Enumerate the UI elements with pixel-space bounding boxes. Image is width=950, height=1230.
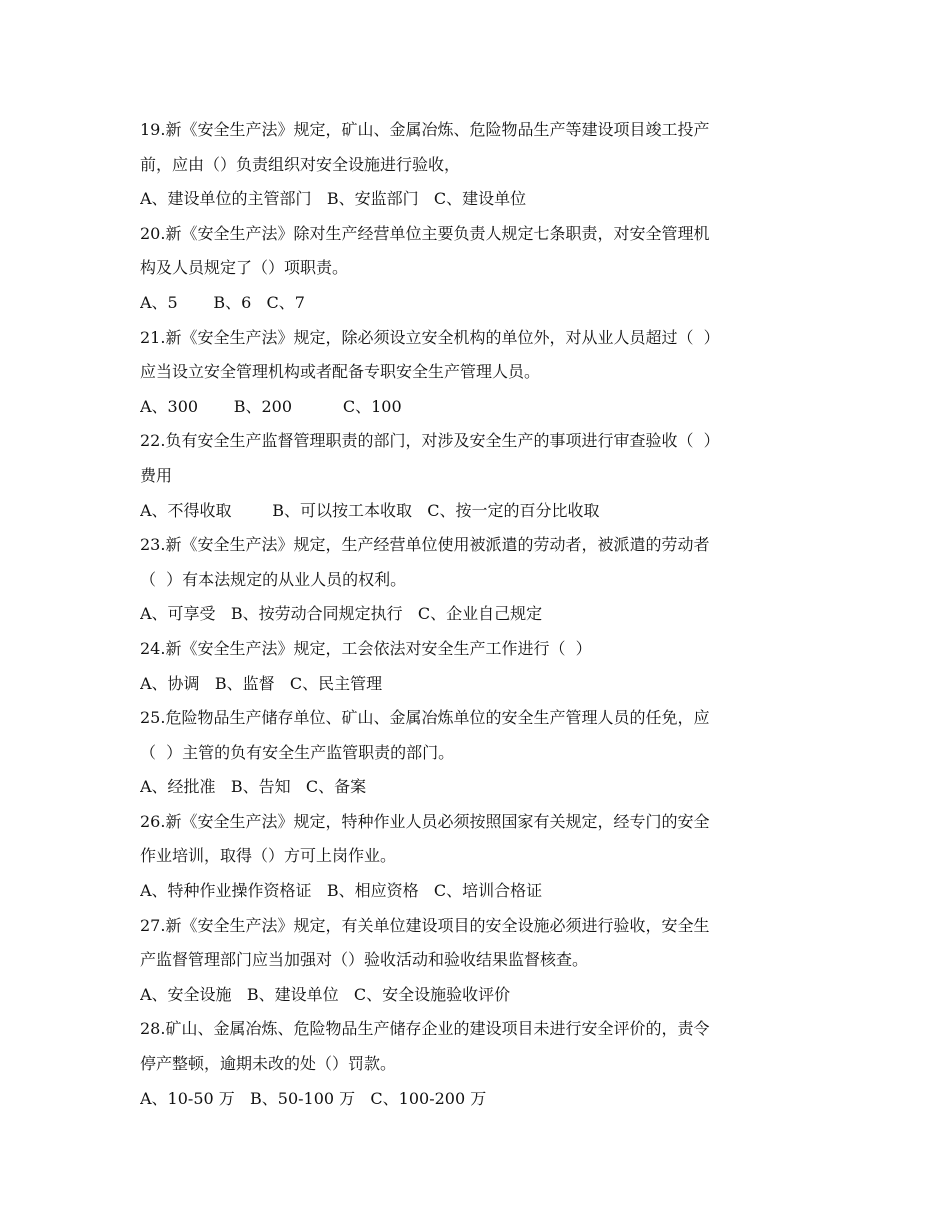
question-stem-line: （ ）有本法规定的从业人员的权利。 — [140, 569, 407, 589]
question-stem-line: 25.危险物品生产储存单位、矿山、金属冶炼单位的安全生产管理人员的任免，应 — [140, 708, 710, 728]
question-options: A、特种作业操作资格证 B、相应资格 C、培训合格证 — [140, 881, 543, 901]
question-22 — [140, 424, 820, 528]
question-21 — [140, 321, 820, 425]
question-options: A、5 B、6 C、7 — [140, 292, 305, 312]
question-stem-line: 21.新《安全生产法》规定，除必须设立安全机构的单位外，对从业人员超过（ ） — [140, 327, 720, 347]
question-stem-line: 构及人员规定了（）项职责。 — [140, 258, 349, 278]
question-options: A、300 B、200 C、100 — [140, 396, 402, 416]
question-options: A、不得收取 B、可以按工本收取 C、按一定的百分比收取 — [140, 500, 600, 520]
question-19 — [140, 113, 820, 217]
question-stem-line: （ ）主管的负有安全生产监管职责的部门。 — [140, 742, 455, 762]
question-options: A、经批准 B、告知 C、备案 — [140, 777, 367, 797]
question-stem-line: 前，应由（）负责组织对安全设施进行验收， — [140, 154, 461, 174]
question-stem-line: 28.矿山、金属冶炼、危险物品生产储存企业的建设项目未进行安全评价的，责令 — [140, 1019, 710, 1039]
question-stem-line: 27.新《安全生产法》规定，有关单位建设项目的安全设施必须进行验收，安全生 — [140, 915, 710, 935]
question-stem-line: 作业培训，取得（）方可上岗作业。 — [140, 846, 397, 866]
question-stem-line: 23.新《安全生产法》规定，生产经营单位使用被派遣的劳动者，被派遣的劳动者 — [140, 535, 710, 555]
question-stem-line: 24.新《安全生产法》规定，工会依法对安全生产工作进行（ ） — [140, 638, 592, 658]
question-23 — [140, 528, 820, 632]
question-options: A、可享受 B、按劳动合同规定执行 C、企业自己规定 — [140, 604, 543, 624]
question-stem-line: 19.新《安全生产法》规定，矿山、金属冶炼、危险物品生产等建设项目竣工投产 — [140, 120, 710, 139]
question-20 — [140, 217, 820, 321]
question-24 — [140, 632, 820, 701]
question-25 — [140, 701, 820, 805]
question-27 — [140, 909, 820, 1013]
question-stem-line: 停产整顿，逾期未改的处（）罚款。 — [140, 1054, 397, 1074]
question-options: A、协调 B、监督 C、民主管理 — [140, 673, 383, 693]
question-stem-line: 应当设立安全管理机构或者配备专职安全生产管理人员。 — [140, 362, 541, 382]
question-options: A、10-50 万 B、50-100 万 C、100-200 万 — [140, 1088, 487, 1108]
question-26 — [140, 805, 820, 909]
question-stem-line: 26.新《安全生产法》规定，特种作业人员必须按照国家有关规定，经专门的安全 — [140, 811, 710, 831]
question-stem-line: 20.新《安全生产法》除对生产经营单位主要负责人规定七条职责，对安全管理机 — [140, 223, 710, 243]
question-stem-line: 22.负有安全生产监督管理职责的部门，对涉及安全生产的事项进行审查验收（ ） — [140, 431, 720, 451]
question-options: A、安全设施 B、建设单位 C、安全设施验收评价 — [140, 984, 511, 1004]
question-options: A、建设单位的主管部门 B、安监部门 C、建设单位 — [140, 189, 527, 209]
question-stem-line: 产监督管理部门应当加强对（）验收活动和验收结果监督核查。 — [140, 950, 589, 970]
question-stem-line: 费用 — [140, 465, 173, 485]
question-28 — [140, 1012, 820, 1116]
document-page — [140, 113, 820, 1116]
